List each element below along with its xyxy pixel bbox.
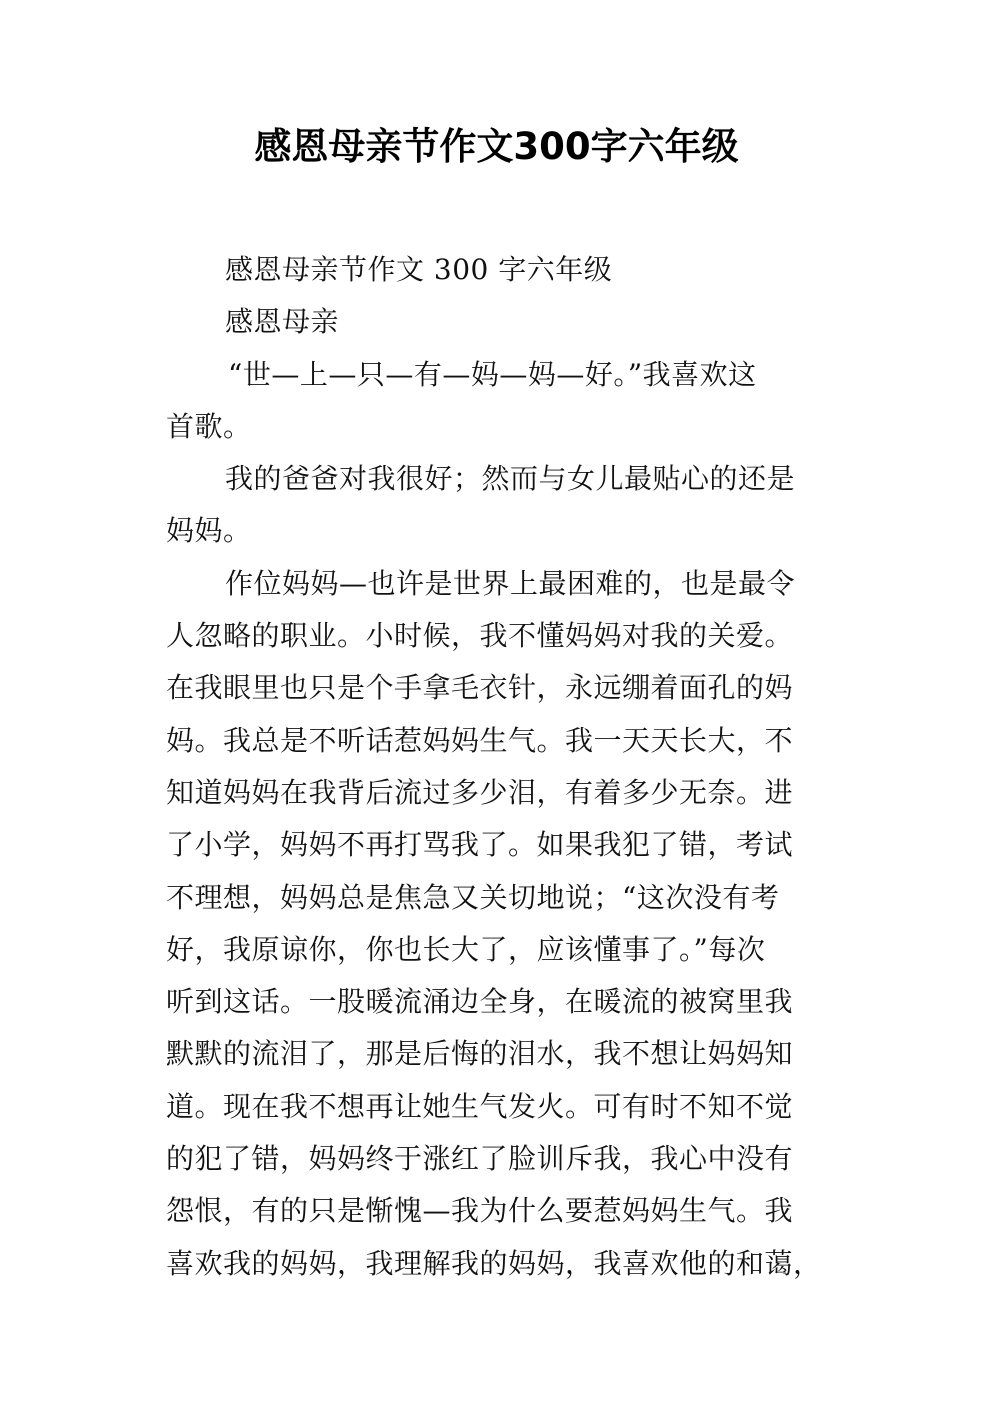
paragraph-line: 我的爸爸对我很好；然而与女儿最贴心的还是 [225,462,796,496]
paragraph-line: 的犯了错，妈妈终于涨红了脸训斥我，我心中没有 [166,1142,794,1176]
document-title: 感恩母亲节作文300字六年级 [254,125,739,168]
paragraph-line: 知道妈妈在我背后流过多少泪，有着多少无奈。进 [166,775,794,809]
paragraph-line: “世—上—只—有—妈—妈—好。”我喜欢这 [228,357,757,391]
paragraph-line: 道。现在我不想再让她生气发火。可有时不知不觉 [166,1089,794,1123]
paragraph-line: 默默的流泪了，那是后悔的泪水，我不想让妈妈知 [166,1037,794,1071]
paragraph-line: 喜欢我的妈妈，我理解我的妈妈，我喜欢他的和蔼， [166,1246,822,1280]
paragraph-line: 不理想，妈妈总是焦急又关切地说；“这次没有考 [166,880,780,914]
paragraph-line: 在我眼里也只是个手拿毛衣针，永远绷着面孔的妈 [166,671,794,705]
subtitle-line: 感恩母亲节作文 300 字六年级 [225,253,613,286]
paragraph-line: 听到这话。一股暖流涌边全身，在暖流的被窝里我 [166,985,794,1019]
paragraph-line: 首歌。 [166,409,252,443]
section-heading: 感恩母亲 [225,305,340,339]
paragraph-line: 人忽略的职业。小时候，我不懂妈妈对我的关爱。 [166,619,794,653]
paragraph-line: 作位妈妈—也许是世界上最困难的，也是最令 [225,566,796,600]
paragraph-line: 了小学，妈妈不再打骂我了。如果我犯了错，考试 [166,828,794,862]
paragraph-line: 妈妈。 [166,514,252,548]
paragraph-line: 妈。我总是不听话惹妈妈生气。我一天天长大，不 [166,723,794,757]
paragraph-line: 怨恨，有的只是惭愧—我为什么要惹妈妈生气。我 [166,1194,794,1228]
paragraph-line: 好，我原谅你，你也长大了，应该懂事了。”每次 [166,932,766,966]
document-body [166,244,846,1290]
